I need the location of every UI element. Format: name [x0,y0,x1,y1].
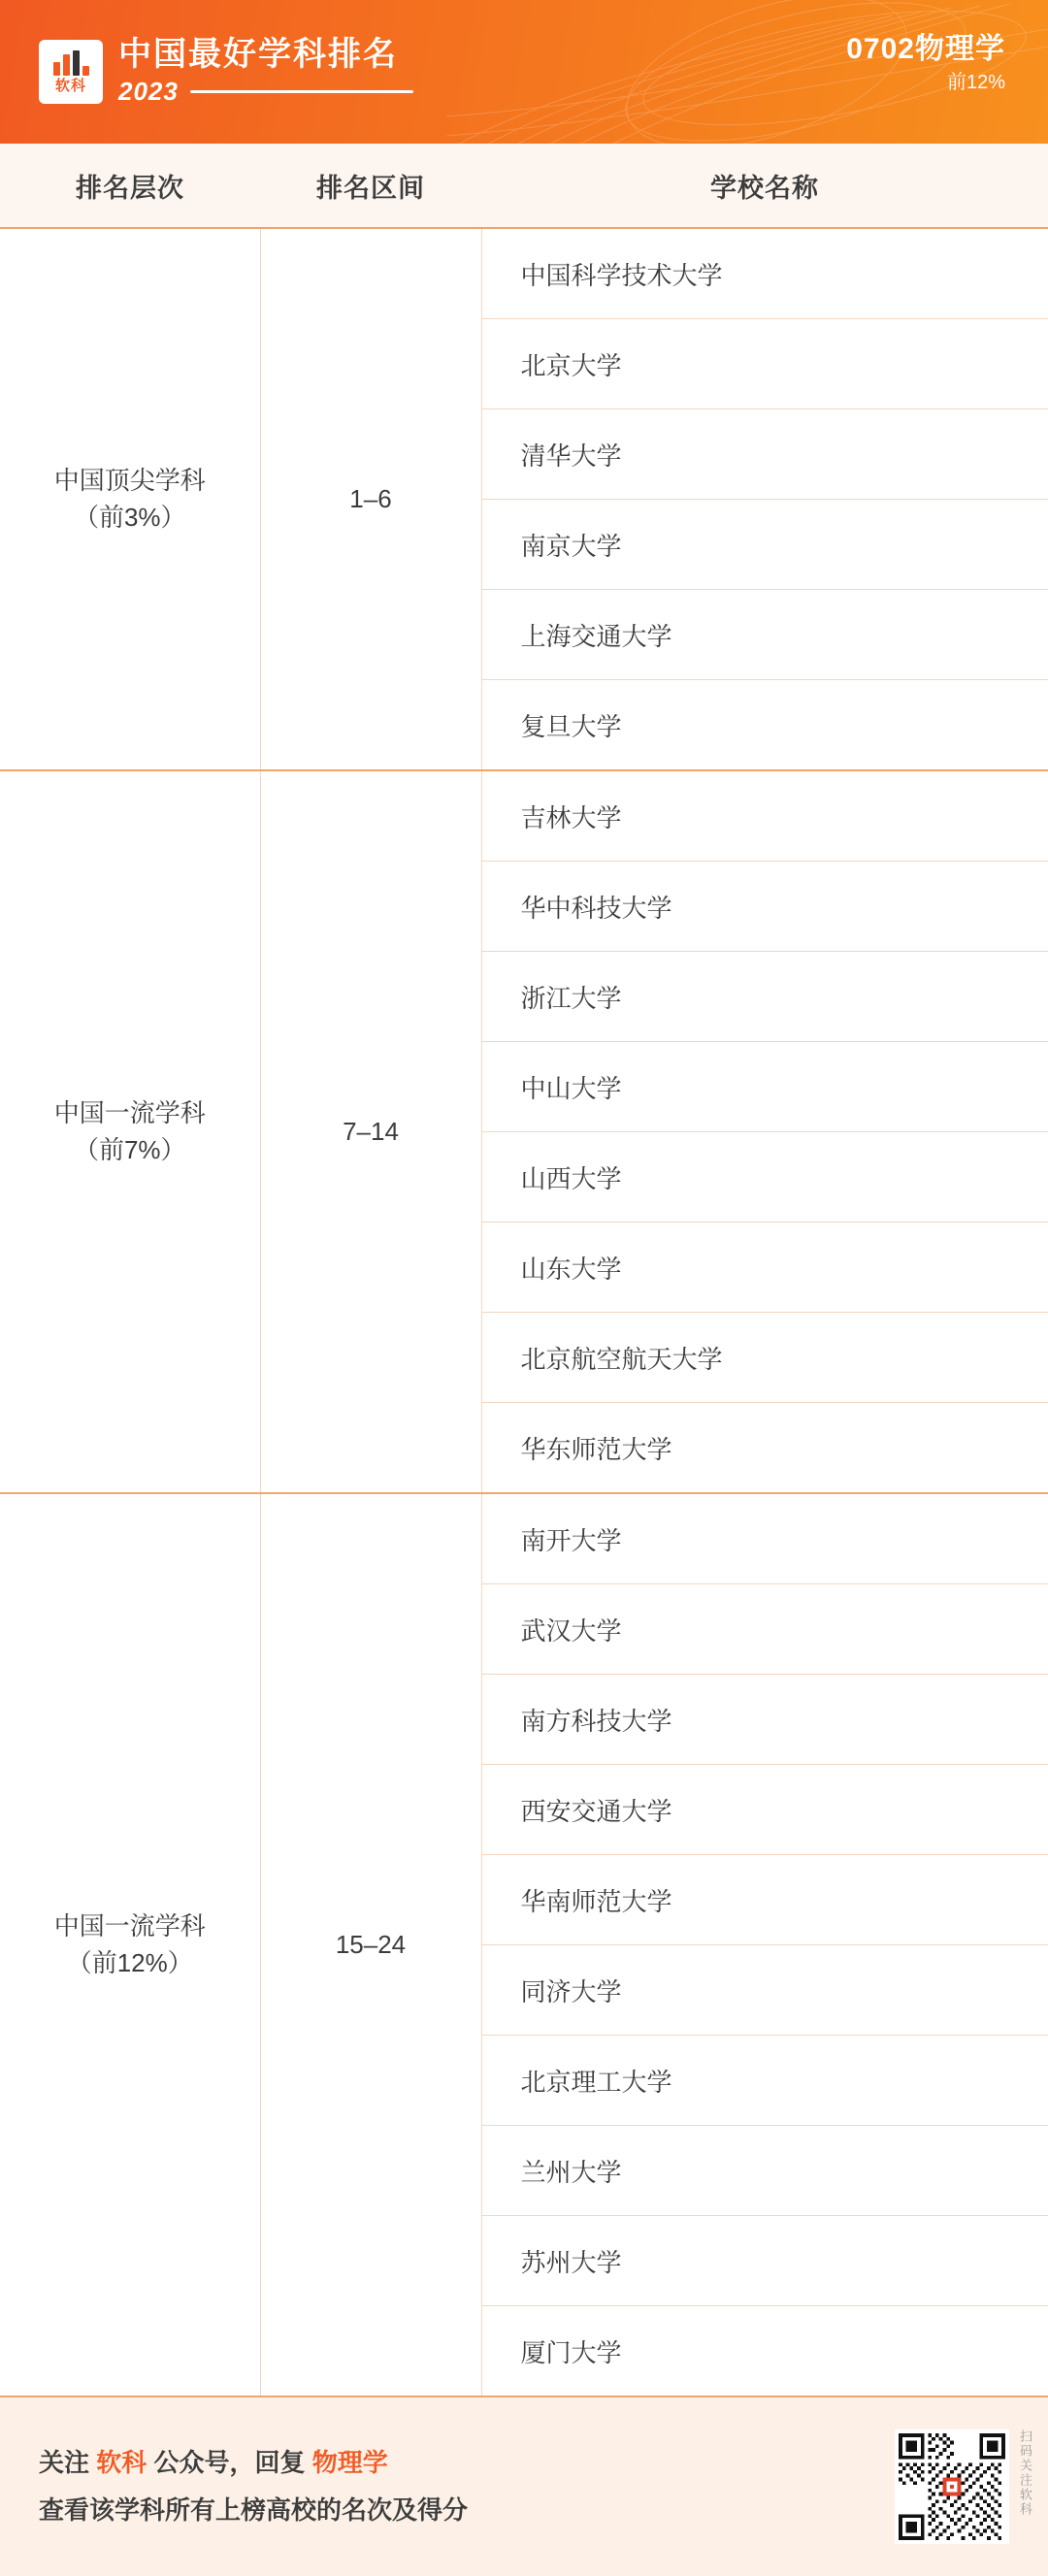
footer-subject-keyword: 物理学 [311,2447,388,2477]
range-cell: 7–14 [260,770,481,1493]
school-name: 北京理工大学 [481,2036,1048,2126]
tier-group [0,770,1048,1493]
ranking-table [0,144,1048,2397]
school-name: 南方科技大学 [481,1675,1048,1765]
school-name: 北京大学 [481,319,1048,409]
footer-instructions [39,2439,468,2535]
school-name: 中国科学技术大学 [481,228,1048,319]
table-row [0,228,1048,319]
school-name: 兰州大学 [481,2126,1048,2216]
column-header-school: 学校名称 [481,144,1048,228]
page-header [0,0,1048,144]
footer-line1-pre: 关注 [39,2447,97,2477]
subject-percentile: 前12% [946,71,1005,93]
logo-text: 软科 [54,77,86,94]
school-name: 同济大学 [481,1945,1048,2036]
school-name: 上海交通大学 [481,590,1048,680]
school-name: 山东大学 [481,1223,1048,1313]
school-name: 武汉大学 [481,1584,1048,1675]
column-header-range: 排名区间 [260,144,481,228]
brand-logo [39,37,413,107]
footer-brand: 软科 [96,2447,147,2477]
school-name: 浙江大学 [481,952,1048,1042]
tier-group [0,1493,1048,2397]
school-name: 苏州大学 [481,2216,1048,2306]
tier-label-line1: 中国一流学科 [53,1910,206,1940]
qr-code-image [899,2433,1005,2540]
school-name: 山西大学 [481,1132,1048,1223]
title-rule-divider [190,90,413,93]
school-name: 清华大学 [481,409,1048,500]
table-row [0,770,1048,862]
table-header [0,144,1048,228]
page-footer [0,2397,1048,2576]
logo-bars-icon [53,50,89,76]
tier-label-line2: （前12%） [66,1947,193,1977]
tier-label-line1: 中国一流学科 [53,1097,206,1127]
logo-mark-icon [39,40,103,104]
footer-line1-mid: 公众号，回复 [147,2447,312,2477]
school-name: 复旦大学 [520,711,622,741]
tier-label-line2: （前3%） [73,502,186,532]
tier-cell [0,770,260,1493]
subject-block [846,33,1005,92]
school-name: 厦门大学 [481,2306,1048,2397]
school-name: 中山大学 [481,1042,1048,1132]
school-name: 吉林大学 [481,770,1048,862]
title-block [118,37,413,107]
table-header-row [0,144,1048,228]
title-year: 2023 [118,77,179,107]
title-year-row [118,77,413,107]
range-cell: 15–24 [260,1493,481,2397]
qr-code[interactable] [895,2429,1032,2544]
tier-group [0,228,1048,770]
school-name: 北京航空航天大学 [481,1313,1048,1403]
tier-label-line1: 中国顶尖学科 [53,465,206,495]
range-cell: 1–6 [260,228,481,770]
tier-cell [0,1493,260,2397]
tier-label-line2: （前7%） [73,1134,186,1164]
page-title: 中国最好学科排名 [118,35,398,73]
school-name: 华中科技大学 [481,862,1048,952]
school-name: 西安交通大学 [481,1765,1048,1855]
school-name: 华东师范大学 [520,1434,672,1464]
subject-name: 0702物理学 [846,33,1005,65]
footer-line-1 [39,2439,468,2487]
qr-caption: 扫码关注软科 [1018,2429,1032,2517]
school-name: 南京大学 [481,500,1048,590]
tier-cell [0,228,260,770]
ranking-table-wrap [0,144,1048,2397]
table-row [0,1493,1048,1584]
footer-line-2: 查看该学科所有上榜高校的名次及得分 [39,2495,469,2525]
column-header-tier: 排名层次 [0,144,260,228]
school-name: 华南师范大学 [481,1855,1048,1945]
school-name: 南开大学 [481,1493,1048,1584]
